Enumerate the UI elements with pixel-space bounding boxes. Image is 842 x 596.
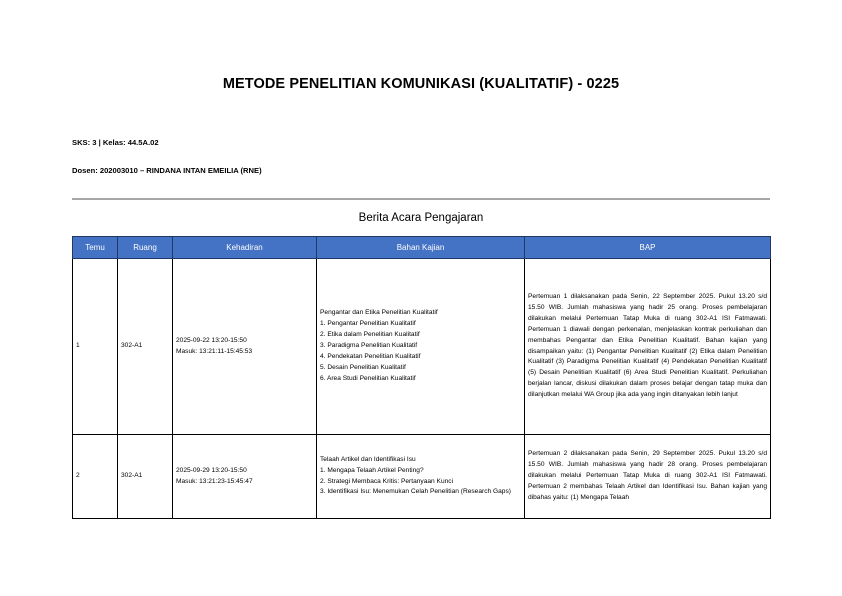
sks-class-info: SKS: 3 | Kelas: 44.5A.02 bbox=[72, 138, 159, 147]
cell-bahan-kajian bbox=[317, 435, 525, 519]
lecturer-info: Dosen: 202003010 – RINDANA INTAN EMEILIA (RNE) bbox=[72, 166, 262, 175]
cell-temu: 2 bbox=[73, 435, 118, 519]
bap-table bbox=[72, 236, 771, 519]
cell-bap: Pertemuan 2 dilaksanakan pada Senin, 29 September 2025. Pukul 13.20 s/d 15.50 WIB. Jumlah mahasiswa yang hadir 28 orang. Proses pembelajaran dilakukan melalui Pertemuan Tatap Muka di ruang 302-A1 ISI Fatmawati. Pertemuan 2 membahas Telaah Artikel dan Identifikasi Isu. Bahan kajian yang dibahas yaitu: (1) Mengapa Telaah bbox=[525, 435, 771, 519]
section-title: Berita Acara Pengajaran bbox=[358, 212, 484, 224]
header-bap: BAP bbox=[525, 237, 771, 259]
list-item: 3. Paradigma Penelitian Kualitatif bbox=[320, 342, 418, 350]
cell-ruang: 302-A1 bbox=[118, 259, 173, 435]
header-kehadiran: Kehadiran bbox=[173, 237, 317, 259]
bahan-list bbox=[320, 319, 521, 384]
header-bahan-kajian: Bahan Kajian bbox=[317, 237, 525, 259]
list-item: 4. Pendekatan Penelitian Kualitatif bbox=[320, 352, 421, 360]
list-item: 3. Identifikasi Isu: Menemukan Celah Penelitian (Research Gaps) bbox=[320, 488, 511, 496]
cell-ruang: 302-A1 bbox=[118, 435, 173, 519]
header-ruang: Ruang bbox=[118, 237, 173, 259]
kehadiran-time: 2025-09-22 13:20-15:50 bbox=[176, 336, 247, 344]
list-item: 2. Etika dalam Penelitian Kualitatif bbox=[320, 331, 420, 339]
divider bbox=[72, 198, 770, 200]
cell-temu: 1 bbox=[73, 259, 118, 435]
cell-kehadiran bbox=[173, 259, 317, 435]
kehadiran-masuk: Masuk: 13:21:23-15:45:47 bbox=[176, 477, 253, 485]
bahan-list bbox=[320, 466, 521, 499]
kehadiran-time: 2025-09-29 13:20-15:50 bbox=[176, 466, 247, 474]
table-row bbox=[73, 259, 771, 435]
bahan-title: Pengantar dan Etika Penelitian Kualitatif bbox=[320, 309, 438, 317]
list-item: 5. Desain Penelitian Kualitatif bbox=[320, 363, 406, 371]
list-item: 6. Area Studi Penelitian Kualitatif bbox=[320, 374, 416, 382]
header-temu: Temu bbox=[73, 237, 118, 259]
table-row bbox=[73, 435, 771, 519]
cell-kehadiran bbox=[173, 435, 317, 519]
list-item: 1. Mengapa Telaah Artikel Penting? bbox=[320, 466, 424, 474]
kehadiran-masuk: Masuk: 13:21:11-15:45:53 bbox=[176, 347, 253, 355]
list-item: 1. Pengantar Penelitian Kualitatif bbox=[320, 320, 416, 328]
document-title: METODE PENELITIAN KOMUNIKASI (KUALITATIF) - 0225 bbox=[222, 76, 620, 92]
list-item: 2. Strategi Membaca Kritis: Pertanyaan Kunci bbox=[320, 477, 454, 485]
cell-bahan-kajian bbox=[317, 259, 525, 435]
bahan-title: Telaah Artikel dan Identifikasi Isu bbox=[320, 455, 416, 463]
table-header-row bbox=[73, 237, 771, 259]
cell-bap: Pertemuan 1 dilaksanakan pada Senin, 22 September 2025. Pukul 13.20 s/d 15.50 WIB. Jumlah mahasiswa yang hadir 25 orang. Proses pembelajaran dilakukan melalui Pertemuan Tatap Muka di ruang 302-A1 ISI Fatmawati. Pertemuan 1 diawali dengan perkenalan, menjelaskan kontrak perkuliahan dan membahas Pengantar dan Etika Penelitian Kualitatif. Bahan kajian yang disampaikan yaitu: (1) Pengantar Penelitian Kualitatif (2) Etika dalam Penelitian Kualitatif (3) Paradigma Penelitian Kualitatif (4) Pendekatan Penelitian Kualitatif (5) Desain Penelitian Kualitatif (6) Area Studi Penelitian Kualitatif. Perkuliahan berjalan lancar, diskusi dilakukan dalam proses belajar dengan tatap muka dan dilanjutkan melalui WA Group jika ada yang ingin ditanyakan lebih lanjut bbox=[525, 259, 771, 435]
